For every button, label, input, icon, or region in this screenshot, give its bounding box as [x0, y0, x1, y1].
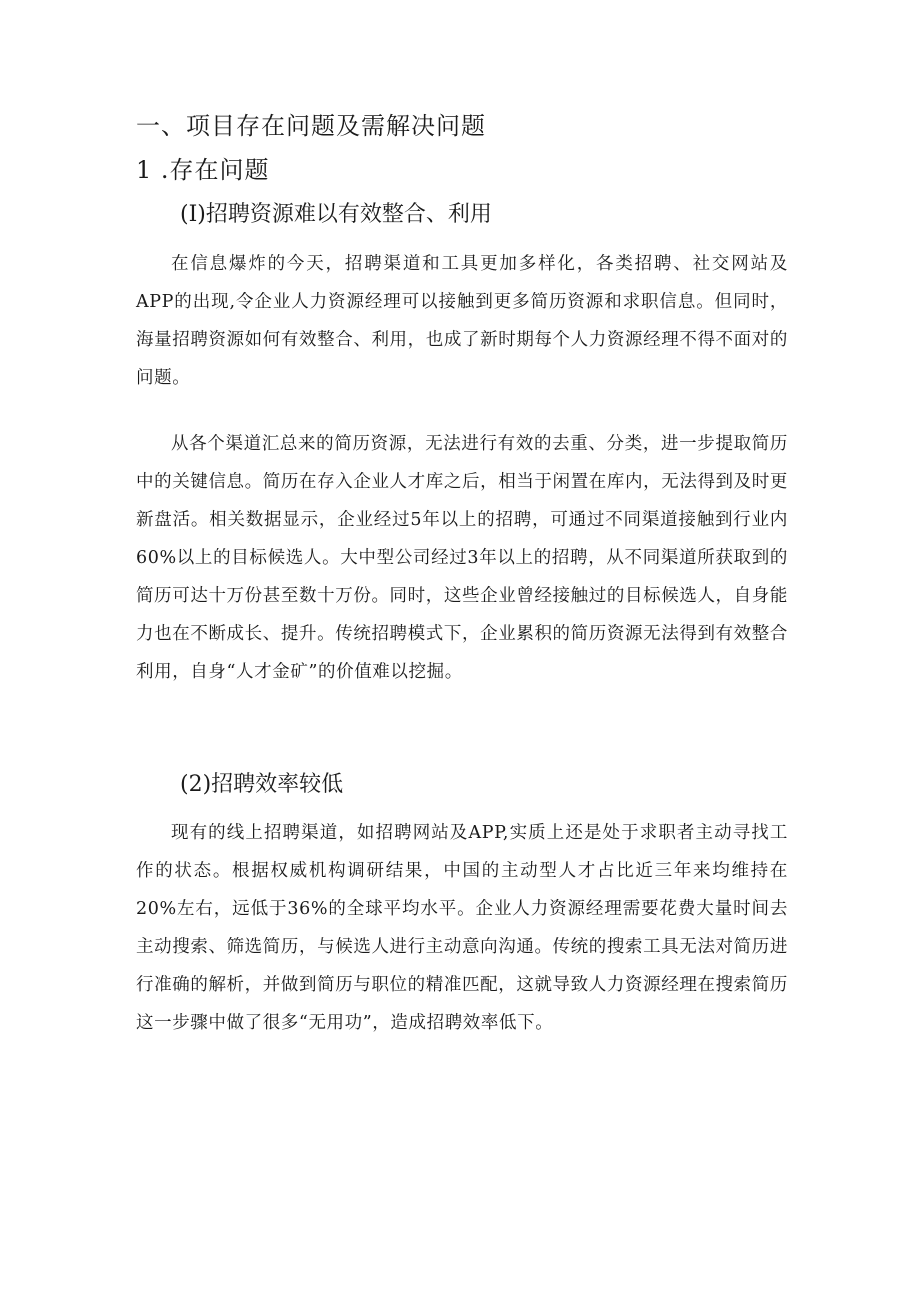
- section-heading: 一、项目存在问题及需解决问题: [136, 112, 486, 140]
- paragraph: 现有的线上招聘渠道，如招聘网站及APP,实质上还是处于求职者主动寻找工作的状态。根据权威机构调研结果，中国的主动型人才占比近三年来均维持在20%左右，远低于36%的全球平均水平。企业人力资源经理需要花费大量时间去主动搜索、筛选简历，与候选人进行主动意向沟通。传统的搜索工具无法对简历进行准确的解析，并做到简历与职位的精准匹配，这就导致人力资源经理在搜索简历这一步骤中做了很多“无用功”，造成招聘效率低下。: [136, 823, 788, 1033]
- subsection-heading: 1 .存在问题: [136, 156, 270, 184]
- paragraph: 从各个渠道汇总来的简历资源，无法进行有效的去重、分类，进一步提取简历中的关键信息。简历在存入企业人才库之后，相当于闲置在库内，无法得到及时更新盘活。相关数据显示，企业经过5年以上的招聘，可通过不同渠道接触到行业内60%以上的目标候选人。大中型公司经过3年以上的招聘，从不同渠道所获取到的简历可达十万份甚至数十万份。同时，这些企业曾经接触过的目标候选人，自身能力也在不断成长、提升。传统招聘模式下，企业累积的简历资源无法得到有效整合利用，自身“人才金矿”的价值难以挖掘。: [136, 434, 788, 682]
- subsection-1-title: (I)招聘资源难以有效整合、利用: [180, 202, 492, 227]
- paragraph: 在信息爆炸的今天，招聘渠道和工具更加多样化，各类招聘、社交网站及APP的出现,令企业人力资源经理可以接触到更多简历资源和求职信息。但同时，海量招聘资源如何有效整合、利用，也成了新时期每个人力资源经理不得不面对的问题。: [136, 254, 788, 388]
- subsection-2-title: (2)招聘效率较低: [180, 772, 344, 797]
